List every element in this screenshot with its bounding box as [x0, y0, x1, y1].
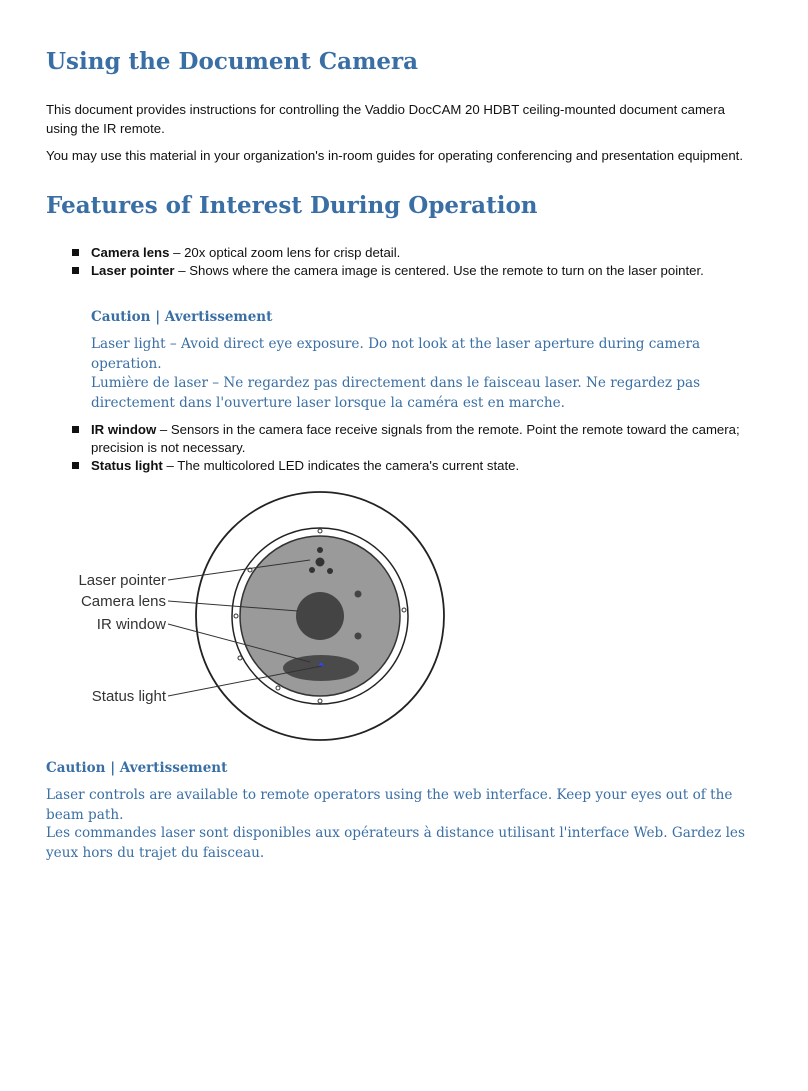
- camera-lens: [296, 592, 344, 640]
- label-ir-window: IR window: [96, 616, 166, 633]
- label-laser-pointer: Laser pointer: [78, 572, 166, 589]
- label-status-light: Status light: [91, 688, 166, 705]
- caution-heading-1: Caution | Avertissement: [91, 309, 273, 325]
- caution-text-en-1: Laser light – Avoid direct eye exposure. Do not look at the laser aperture during camera operation.: [91, 336, 701, 372]
- feature-desc: – 20x optical zoom lens for crisp detail.: [169, 245, 401, 260]
- caution-text-en-2: Laser controls are available to remote operators using the web interface. Keep your eyes out of the beam path.: [46, 787, 733, 823]
- ir-window: [283, 655, 359, 681]
- feature-term: Laser pointer: [91, 263, 175, 278]
- sensor-icon: [309, 567, 315, 573]
- fastener-icon: [355, 633, 362, 640]
- sensor-icon: [327, 568, 333, 574]
- features-list-bottom: [46, 421, 746, 475]
- list-item: [46, 244, 746, 262]
- feature-term: IR window: [91, 422, 157, 437]
- bullet-square-icon: [72, 249, 79, 256]
- camera-face-diagram: [60, 490, 480, 750]
- bullet-square-icon: [72, 267, 79, 274]
- caution-heading-2: Caution | Avertissement: [46, 760, 228, 776]
- feature-desc: – Sensors in the camera face receive signals from the remote. Point the remote toward the camera; precision is not necessary.: [91, 422, 740, 455]
- fastener-icon: [355, 591, 362, 598]
- features-list-top: [46, 244, 746, 280]
- laser-aperture-icon: [316, 558, 325, 567]
- feature-term: Status light: [91, 458, 163, 473]
- caution-text-fr-1: Lumière de laser – Ne regardez pas directement dans le faisceau laser. Ne regardez pas directement dans l'ouverture laser lorsque la caméra est en marche.: [91, 375, 701, 411]
- feature-desc: – Shows where the camera image is centered. Use the remote to turn on the laser pointer.: [174, 263, 704, 278]
- features-heading: Features of Interest During Operation: [46, 192, 538, 219]
- intro-paragraph-1: This document provides instructions for controlling the Vaddio DocCAM 20 HDBT ceiling-mounted document camera using the IR remote.: [46, 102, 725, 136]
- label-camera-lens: Camera lens: [80, 593, 166, 610]
- bullet-square-icon: [72, 426, 79, 433]
- caution-text-fr-2: Les commandes laser sont disponibles aux opérateurs à distance utilisant l'interface Web. Gardez les yeux hors du trajet du faisceau.: [46, 825, 745, 861]
- sensor-icon: [317, 547, 323, 553]
- bullet-square-icon: [72, 462, 79, 469]
- list-item: [46, 262, 746, 280]
- feature-desc: – The multicolored LED indicates the camera's current state.: [162, 458, 520, 473]
- list-item: [46, 457, 746, 475]
- page-title: Using the Document Camera: [46, 48, 419, 75]
- feature-term: Camera lens: [91, 245, 170, 260]
- list-item: [46, 421, 746, 457]
- intro-paragraph-2: You may use this material in your organization's in-room guides for operating conferencing and presentation equipment.: [46, 148, 743, 163]
